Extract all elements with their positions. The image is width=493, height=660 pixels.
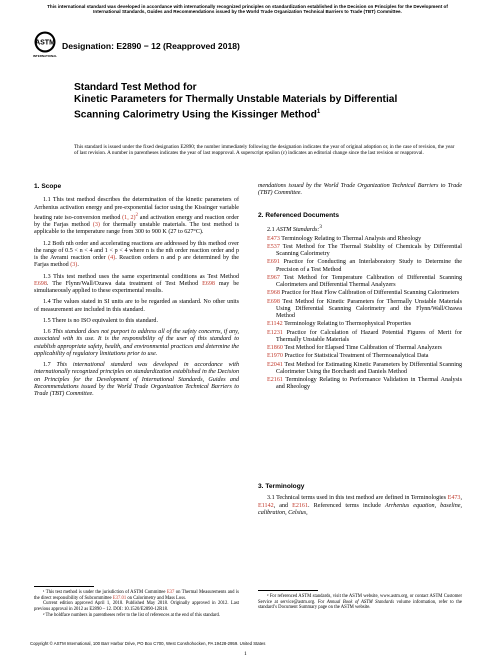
reference-code-link[interactable]: E2041 xyxy=(267,361,283,368)
title-line1: Standard Test Method for xyxy=(74,82,197,93)
left-column xyxy=(34,183,239,398)
referenced-documents xyxy=(258,212,462,392)
reference-item xyxy=(267,244,462,259)
reference-code-link[interactable]: E1142 xyxy=(267,321,283,328)
reference-title: Test Method for Temperature Calibration of Differential Scanning Calorimeters and Differential Thermal Analyzers xyxy=(276,274,462,289)
reference-code-link[interactable]: E2161 xyxy=(267,377,283,384)
reference-title: Test Method for The Thermal Stability of Chemicals by Differential Scanning Calorimetry xyxy=(276,243,462,258)
reference-list xyxy=(258,236,462,392)
reference-item xyxy=(267,321,462,328)
footnote-1-edition: Current edition approved April 1, 2018. Published May 2018. Originally approved in 2012. Last previous approval in 2012 as E2890 – 12. DOI: 10.1520/E2890-12R18. xyxy=(34,601,239,613)
reference-title: Terminology Relating to Performance Validation in Thermal Analysis and Rheology xyxy=(276,377,462,391)
scope-1-2: 1.2 Both nth order and accelerating reactions are addressed by this method over the range of 0.5 < n < 4 and 1 < p < 4 where n is the nth order reaction order and p is the Avrami reaction order (4). Reaction orders n and p are determined by the Farjas method (3). xyxy=(34,240,239,269)
footnote-1: ¹ This test method is under the jurisdiction of ASTM Committee E37 on Thermal Measurements and is the direct responsibility of Subcommittee E37.01 on Calorimetry and Mass Loss. xyxy=(34,590,239,601)
reference-title: Test Method for Estimating Kinetic Parameters by Differential Scanning Calorimeter Using the Borchardt and Daniels Method xyxy=(276,361,462,375)
title-main: Kinetic Parameters for Thermally Unstable Materials by Differential Scanning Calorimetry Using the Kissinger Method$^1$ xyxy=(74,94,398,121)
ref-link[interactable]: (3) xyxy=(70,262,78,269)
reference-item xyxy=(267,330,462,345)
reference-code-link[interactable]: E1860 xyxy=(267,345,283,352)
ref-link[interactable]: (3) xyxy=(92,222,100,229)
ref-link[interactable]: E698 xyxy=(34,280,47,287)
ref-link[interactable]: E2161 xyxy=(292,502,309,509)
reference-title: Test Method for Elapsed Time Calibration of Thermal Analyzers xyxy=(282,345,442,352)
reference-code-link[interactable]: E1970 xyxy=(267,353,283,360)
reference-title: Test Method for Kinetic Parameters for Thermally Unstable Materials Using Differential Scanning Calorimetry and the Flynn/Wall/Ozawa Method xyxy=(276,298,462,320)
scope-1-4: 1.4 The values stated in SI units are to be regarded as standard. No other units of measurement are included in this standard. xyxy=(34,299,239,313)
scope-1-1: 1.1 This test method describes the determination of the kinetic parameters of Arrhenius activation energy and pre-exponential factor using the Kissinger variable heating rate iso-conversion method (1, 2)$^2$ and activation energy and reaction order by the Farjas method (3) for thermally unstable materials. The test method is applicable to the temperature range from 300 to 900 K (27 to 627°C). xyxy=(34,197,239,236)
scope-1-7-cont: mendations issued by the World Trade Organization Technical Barriers to Trade (TBT) Committee. xyxy=(258,183,462,197)
top-note: This international standard was developed in accordance with internationally recognized principles on standardization established in the Decision on Principles for the Development of International Standards, Guides and Recommendations issued by the World Trade Organization Technical Barriers to Trade (TBT) Committee. xyxy=(47,4,448,15)
svg-text:ASTM: ASTM xyxy=(35,39,55,47)
title-block xyxy=(74,82,434,121)
terminology-section xyxy=(258,483,462,517)
reference-title: Terminology Relating to Thermophysical Properties xyxy=(282,321,412,328)
reference-title: Practice for Statistical Treatment of Thermoanalytical Data xyxy=(282,353,429,360)
reference-code-link[interactable]: E1231 xyxy=(267,329,283,336)
astm-logo-icon xyxy=(33,31,57,59)
ref-link[interactable]: E37.01 xyxy=(112,595,127,601)
footnote-divider xyxy=(34,586,94,587)
reference-item xyxy=(267,362,462,377)
reference-code-link[interactable]: E698 xyxy=(267,298,280,305)
reference-title: Practice for Conducting an Interlaboratory Study to Determine the Precision of a Test Method xyxy=(276,259,462,273)
reference-item xyxy=(267,290,462,297)
reference-title: Practice for Calculation of Hazard Potential Figures of Merit for Thermally Unstable Materials xyxy=(276,329,462,343)
astm-standards-label: 2.1 ASTM Standards:$^3$ xyxy=(267,224,322,234)
designation: Designation: E2890 − 12 (Reapproved 2018) xyxy=(62,41,240,51)
reference-code-link[interactable]: E537 xyxy=(267,243,280,250)
reference-item xyxy=(267,299,462,321)
footnote-2: ² The boldface numbers in parentheses refer to the list of references at the end of this standard. xyxy=(43,612,221,618)
footnote-3: ³ For referenced ASTM standards, visit the ASTM website, www.astm.org, or contact ASTM Customer Service at service@astm.org. For Annual Book of ASTM Standards volume information, refer to the standard’s Document Summary page on the ASTM website. xyxy=(258,594,462,611)
issued-note: This standard is issued under the fixed designation E2890; the number immediately following the designation indicates the year of original adoption or, in the case of revision, the year of last revision. A number in parentheses indicates the year of last reapproval. A superscript epsilon (ε) indicates an editorial change since the last revision or reapproval. xyxy=(74,144,455,157)
ref-link[interactable]: (4) xyxy=(108,255,116,262)
scope-1-6: 1.6 This standard does not purport to address all of the safety concerns, if any, associated with its use. It is the responsibility of the user of this standard to establish appropriate safety, health, and environmental practices and determine the applicability of regulatory limitations prior to use. xyxy=(34,329,239,357)
reference-title: Terminology Relating to Thermal Analysis and Rheology xyxy=(279,235,422,242)
ref-link[interactable]: E1142 xyxy=(258,502,274,509)
ref-link[interactable]: (1, 2) xyxy=(122,214,136,221)
ref-link[interactable]: E37 xyxy=(166,590,175,595)
ref-link[interactable]: E473 xyxy=(447,495,461,502)
copyright: Copyright © ASTM International, 100 Barr Harbor Drive, PO Box C700, West Conshohocken, PA 19428-2959. United States xyxy=(30,641,266,646)
ref-link[interactable]: E698 xyxy=(202,280,215,287)
right-column xyxy=(258,183,462,198)
footnotes-left xyxy=(34,586,239,619)
reference-item xyxy=(267,275,462,290)
reference-code-link[interactable]: E473 xyxy=(267,235,280,242)
scope-1-5: 1.5 There is no ISO equivalent to this standard. xyxy=(43,317,158,324)
referenced-heading: 2. Referenced Documents xyxy=(258,212,339,219)
reference-item xyxy=(267,345,462,352)
terminology-3-1: 3.1 Technical terms used in this test method are defined in Terminologies E473, E1142, and E2161. Referenced terms include Arrhenius equation, baseline, calibration, Celsius, xyxy=(258,495,462,516)
reference-item xyxy=(267,259,462,274)
reference-code-link[interactable]: E967 xyxy=(267,274,280,281)
footnote-divider xyxy=(258,590,318,591)
reference-item xyxy=(267,236,462,243)
footnotes-right xyxy=(258,590,462,611)
reference-title: Practice for Heat Flow Calibration of Differential Scanning Calorimeters xyxy=(279,290,460,297)
terminology-heading: 3. Terminology xyxy=(258,483,305,490)
svg-text:INTERNATIONAL: INTERNATIONAL xyxy=(33,54,57,58)
reference-item xyxy=(267,377,462,392)
reference-code-link[interactable]: E968 xyxy=(267,290,280,297)
reference-item xyxy=(267,353,462,360)
scope-heading: 1. Scope xyxy=(34,183,62,190)
scope-1-3: 1.3 This test method uses the same experimental conditions as Test Method E698. The Flynn/Wall/Ozawa data treatment of Test Method E698 may be simultaneously applied to these experimental results. xyxy=(34,273,239,295)
scope-1-7: 1.7 This international standard was developed in accordance with internationally recognized principles on standardization established in the Decision on Principles for the Development of International Standards, Guides and Recommendations issued by the World Trade Organization Technical Barriers to Trade (TBT) Committee. xyxy=(34,362,239,398)
page-number: 1 xyxy=(244,651,247,657)
reference-code-link[interactable]: E691 xyxy=(267,259,280,266)
